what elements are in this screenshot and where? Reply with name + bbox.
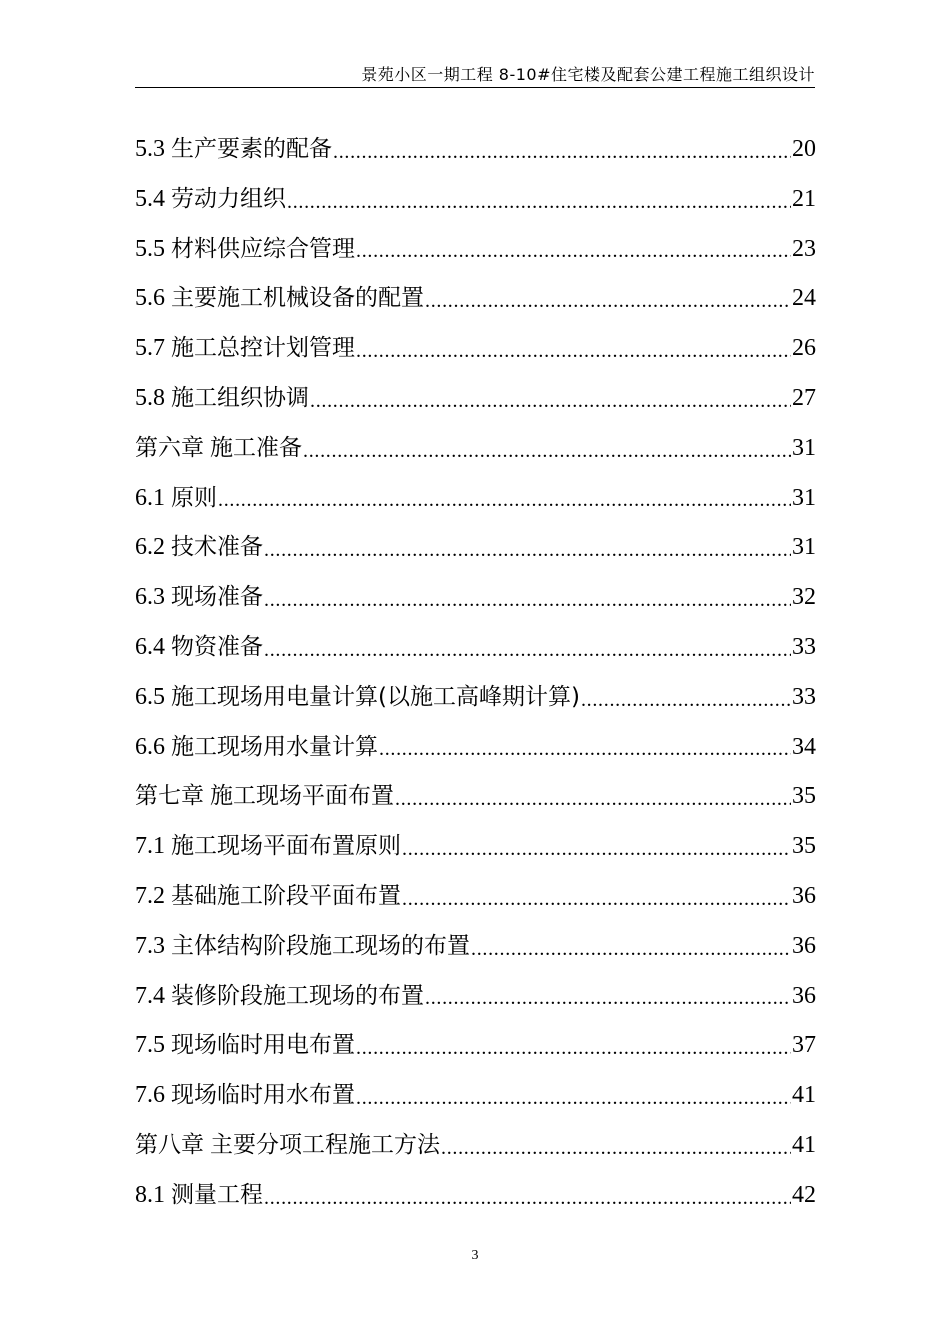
toc-entry[interactable]: [135, 474, 816, 524]
toc-entry-page: 21: [792, 185, 816, 212]
toc-entry[interactable]: [135, 573, 816, 623]
toc-entry-title: [135, 1121, 440, 1171]
toc-entry-number: 7.2: [135, 882, 165, 909]
toc-entry-number: 7.6: [135, 1082, 165, 1109]
toc-entry-title: [135, 1171, 263, 1221]
toc-entry[interactable]: [135, 922, 816, 972]
toc-entry-page: 36: [792, 932, 816, 959]
toc-entry-title: [135, 922, 470, 972]
toc-dot-leader: [425, 984, 791, 1008]
toc-entry-page: 35: [792, 833, 816, 860]
toc-entry-page: 31: [792, 434, 816, 461]
header-rule: [135, 87, 815, 88]
toc-entry-title: [135, 225, 355, 275]
toc-entry-page: 34: [792, 733, 816, 760]
toc-entry[interactable]: [135, 1021, 816, 1071]
toc-entry[interactable]: [135, 772, 816, 822]
toc-dot-leader: [379, 735, 791, 759]
toc-entry-title: [135, 424, 302, 474]
toc-dot-leader: [310, 387, 791, 411]
toc-entry-page: 20: [792, 136, 816, 162]
toc-entry-page: 31: [792, 534, 816, 561]
toc-entry-label: 现场临时用电布置: [171, 1032, 355, 1059]
toc-entry[interactable]: [135, 274, 816, 324]
toc-entry[interactable]: [135, 175, 816, 225]
toc-entry-label: 施工现场用水量计算: [171, 733, 378, 760]
toc-entry[interactable]: [135, 1121, 816, 1171]
toc-entry-label: 基础施工阶段平面布置: [171, 882, 401, 909]
toc-entry-number: 8.1: [135, 1181, 165, 1208]
toc-entry-number: 6.6: [135, 733, 165, 760]
toc-entry-label: 材料供应综合管理: [171, 235, 355, 262]
toc-entry-number: 5.8: [135, 384, 165, 411]
toc-entry-label: 原则: [171, 484, 217, 511]
toc-entry-number: 5.5: [135, 235, 165, 262]
toc-entry-label: 主要施工机械设备的配置: [171, 285, 424, 312]
toc-entry-number: 6.4: [135, 633, 165, 660]
toc-entry-page: 31: [792, 484, 816, 511]
toc-entry-title: [135, 623, 263, 673]
toc-entry-page: 41: [792, 1131, 816, 1158]
toc-entry-label: 装修阶段施工现场的布置: [171, 982, 424, 1009]
toc-entry-title: [135, 573, 263, 623]
toc-dot-leader: [425, 287, 791, 311]
toc-entry-title: [135, 474, 217, 524]
toc-entry[interactable]: [135, 324, 816, 374]
toc-entry-label: 现场准备: [171, 584, 263, 611]
toc-entry-number: 5.3: [135, 136, 165, 162]
toc-entry[interactable]: [135, 523, 816, 573]
toc-entry-page: 36: [792, 882, 816, 909]
toc-dot-leader: [356, 1034, 791, 1058]
toc-entry[interactable]: [135, 623, 816, 673]
toc-entry-label: 物资准备: [171, 633, 263, 660]
toc-dot-leader: [264, 536, 791, 560]
toc-entry-label: 测量工程: [171, 1181, 263, 1208]
toc-entry[interactable]: [135, 872, 816, 922]
toc-entry-title: [135, 822, 401, 872]
toc-dot-leader: [356, 337, 791, 361]
toc-entry-number: 5.6: [135, 285, 165, 312]
page-number: 3: [471, 1248, 479, 1263]
toc-entry-page: 35: [792, 783, 816, 810]
toc-entry-label: 施工总控计划管理: [171, 335, 355, 362]
toc-entry-number: 第六章: [135, 434, 204, 461]
toc-entry-page: 32: [792, 584, 816, 611]
toc-entry-title: [135, 723, 378, 773]
toc-entry-title: [135, 125, 332, 175]
toc-entry-number: 5.4: [135, 185, 165, 212]
toc-dot-leader: [333, 138, 791, 162]
toc-entry-title: [135, 175, 286, 225]
toc-dot-leader: [264, 1184, 791, 1208]
toc-entry-label: 主要分项工程施工方法: [210, 1131, 440, 1158]
toc-entry-label: 主体结构阶段施工现场的布置: [171, 932, 470, 959]
toc-entry-page: 37: [792, 1032, 816, 1059]
toc-entry[interactable]: [135, 424, 816, 474]
toc-entry[interactable]: [135, 1171, 816, 1221]
toc-dot-leader: [264, 636, 791, 660]
toc-entry-title: [135, 1071, 355, 1121]
toc-entry-label: 生产要素的配备: [171, 136, 332, 162]
toc-entry-page: 24: [792, 285, 816, 312]
toc-entry-page: 33: [792, 633, 816, 660]
toc-entry-title: [135, 274, 424, 324]
toc-entry-page: 36: [792, 982, 816, 1009]
toc-entry-title: [135, 872, 401, 922]
toc-entry-label: 技术准备: [171, 534, 263, 561]
toc-entry-number: 6.1: [135, 484, 165, 511]
toc-entry-number: 第八章: [135, 1131, 204, 1158]
toc-dot-leader: [395, 785, 791, 809]
toc-entry-number: 第七章: [135, 783, 204, 810]
table-of-contents: [135, 125, 816, 1221]
toc-dot-leader: [287, 188, 791, 212]
toc-entry-label: 劳动力组织: [171, 185, 286, 212]
toc-entry-title: [135, 972, 424, 1022]
toc-entry-title: [135, 523, 263, 573]
toc-entry[interactable]: [135, 723, 816, 773]
toc-entry-title: [135, 374, 309, 424]
toc-entry-page: 26: [792, 335, 816, 362]
toc-entry[interactable]: [135, 374, 816, 424]
toc-entry[interactable]: [135, 1071, 816, 1121]
toc-entry-number: 7.3: [135, 932, 165, 959]
toc-dot-leader: [264, 586, 791, 610]
toc-entry-page: 42: [792, 1181, 816, 1208]
toc-entry-title: [135, 1021, 355, 1071]
toc-entry-number: 6.3: [135, 584, 165, 611]
toc-entry-number: 6.2: [135, 534, 165, 561]
toc-dot-leader: [218, 486, 791, 510]
toc-entry-label: 施工现场用电量计算(以施工高峰期计算): [171, 683, 580, 710]
running-header: 景苑小区一期工程 8-10#住宅楼及配套公建工程施工组织设计: [361, 65, 815, 84]
toc-dot-leader: [471, 935, 791, 959]
toc-dot-leader: [303, 437, 791, 461]
toc-entry[interactable]: [135, 125, 816, 175]
toc-entry-label: 施工组织协调: [171, 384, 309, 411]
toc-entry[interactable]: [135, 225, 816, 275]
toc-entry-title: [135, 324, 355, 374]
toc-dot-leader: [581, 686, 791, 710]
toc-entry-page: 27: [792, 384, 816, 411]
toc-dot-leader: [441, 1134, 791, 1158]
toc-entry[interactable]: [135, 673, 816, 723]
toc-entry-number: 7.5: [135, 1032, 165, 1059]
toc-entry-number: 7.1: [135, 833, 165, 860]
toc-dot-leader: [356, 1084, 791, 1108]
toc-entry-page: 41: [792, 1082, 816, 1109]
toc-entry-label: 现场临时用水布置: [171, 1082, 355, 1109]
toc-dot-leader: [356, 237, 791, 261]
toc-dot-leader: [402, 885, 791, 909]
toc-entry-number: 6.5: [135, 683, 165, 710]
toc-entry-page: 23: [792, 235, 816, 262]
toc-entry-label: 施工现场平面布置: [210, 783, 394, 810]
toc-entry[interactable]: [135, 972, 816, 1022]
toc-entry-label: 施工准备: [210, 434, 302, 461]
toc-entry-title: [135, 772, 394, 822]
toc-dot-leader: [402, 835, 791, 859]
toc-entry-title: [135, 673, 580, 723]
toc-entry-number: 5.7: [135, 335, 165, 362]
toc-entry-page: 33: [792, 683, 816, 710]
toc-entry-number: 7.4: [135, 982, 165, 1009]
toc-entry-label: 施工现场平面布置原则: [171, 833, 401, 860]
toc-entry[interactable]: [135, 822, 816, 872]
